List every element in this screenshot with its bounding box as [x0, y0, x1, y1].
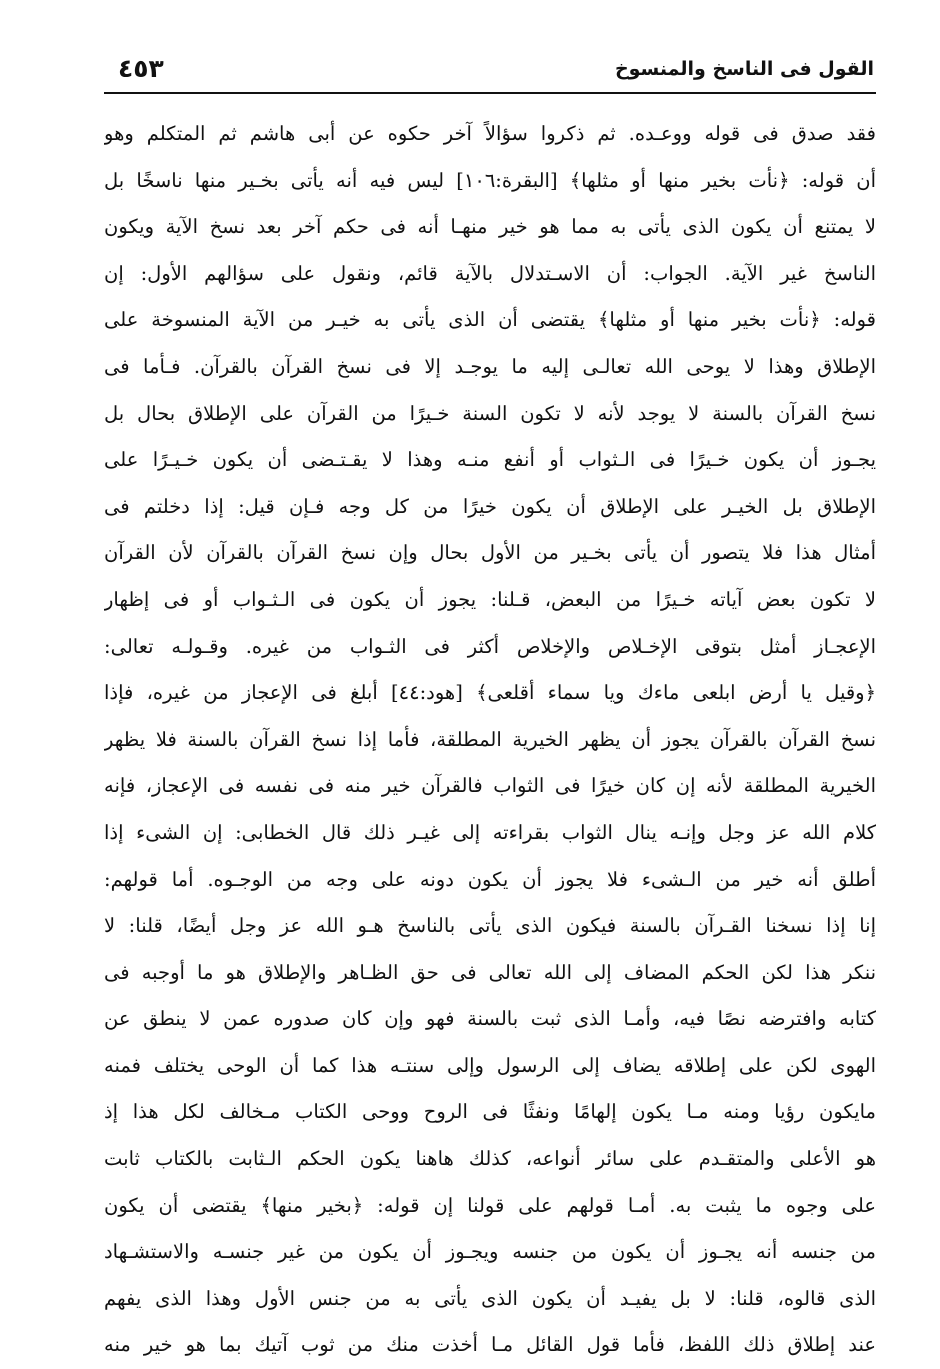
text-line: كتابه وافترضه نصًا فيه، وأمـا الذى ثبت بالسنة فهو وإن كان صدوره عمن لا ينطق عن [104, 1007, 876, 1031]
text-line: أن قوله: ﴿نأت بخير منها أو مثلها﴾ [البقرة:١٠٦] ليس فيه أنه يأتى بخـير منها ناسخًا بل [104, 168, 876, 192]
text-line: إنا إذا نسخنا القـرآن بالسنة فيكون الذى يأتى بالناسخ هـو الله عز وجل أيضًا، قلنا: لا [104, 914, 876, 938]
text-line: الذى قالوه، قلنا: لا بل يفيـد أن يكون الذى يأتى به من جنس الأول وهذا الذى يفهم [104, 1286, 876, 1310]
text-line: الناسخ غير الآية. الجواب: أن الاسـتدلال بالآية قائم، ونقول على سؤالهم الأول: إن [104, 261, 876, 285]
text-line: أمثال هذا فلا يتصور أن يأتى بخـير من الأول بحال وإن نسخ القرآن بالقرآن لأن القرآن [104, 541, 876, 565]
text-line: الهوى لكن على إطلاقه يضاف إلى الرسول وإلى سنتـه هذا كما أن الوحى يختلف فمنه [104, 1053, 876, 1077]
text-line: الإطلاق بل الخيـر على الإطلاق أن يكون خيرًا من كل وجه فـإن قيل: إذا دخلتم فى [104, 494, 876, 518]
text-line: الخيرية المطلقة لأنه إن كان خيرًا فى الثواب فالقرآن خير منه فى نفسه فى الإعجاز، فإنه [104, 774, 876, 798]
book-page [104, 48, 876, 1357]
text-line: لا يمتنع أن يكون الذى يأتى به مما هو خير منهـا أنه فى حكم آخر بعد نسخ الآية ويكون [104, 215, 876, 239]
text-line: يجـوز أن يكون خـيرًا فى الـثواب أو أنفع منـه وهذا لا يقـتـضى أن يكون خـيـرًا على [104, 448, 876, 472]
text-line: ﴿وقيل يا أرض ابلعى ماءك ويا سماء أقلعى﴾ [هود:٤٤] أبلغ فى الإعجاز من غيره، فإذا [104, 681, 876, 705]
page-number: ٤٥٣ [118, 54, 164, 83]
text-line: نسخ القرآن بالقرآن يجوز أن يظهر الخيرية المطلقة، فأما إذا نسخ القرآن بالسنة فلا يظهر [104, 727, 876, 751]
body-text [104, 111, 876, 1369]
text-line: الإعجـاز أمثل بتوقى الإخـلاص والإخلاص أكثر فى الثـواب من غيره. وقـولـه تعالى: [104, 634, 876, 658]
header-divider [104, 92, 876, 94]
text-line: من جنسه أنه يجـوز أن يكون من جنسه ويجـوز أن يكون من غير جنسـه والاستشـهاد [104, 1240, 876, 1264]
text-line: قوله: ﴿نأت بخير منها أو مثلها﴾ يقتضى أن الذى يأتى به خيـر من الآية المنسوخة على [104, 308, 876, 332]
running-title: القول فى الناسخ والمنسوخ [614, 58, 874, 80]
text-line: فقد صدق فى قوله ووعـده. ثم ذكروا سؤالاً آخر حكوه عن أبى هاشم ثم المتكلم وهو [104, 122, 876, 145]
text-line: كلام الله عز وجل وإنـه ينال الثواب بقراءته إلى غيـر ذلك قال الخطابى: إن الشىء إذا [104, 820, 876, 844]
text-line: هو الأعلى والمتقـدم على سائر أنواعه، كذلك هاهنا يكون الحكم الـثابت بالكتاب ثابت [104, 1147, 876, 1171]
text-line: نسخ القرآن بالسنة لا يوجد لأنه لا تكون السنة خـيرًا من القرآن على الإطلاق بحال بل [104, 401, 876, 425]
text-line: على وجوه ما يثبت به. أمـا قولهم على قولنا إن قوله: ﴿بخير منها﴾ يقتضى أن يكون [104, 1193, 876, 1217]
text-line: أطلق أنه خير من الـشىء فلا يجوز أن يكون دونه على وجه من الوجـوه. أما قولهم: [104, 867, 876, 891]
page-header [104, 48, 876, 96]
text-line: لا تكون بعض آياته خـيرًا من البعض، قـلنا: يجوز أن يكون فى الـثـواب أو فى إظهار [104, 587, 876, 611]
text-line: ننكر هذا لكن الحكم المضاف إلى الله تعالى فى حق الظـاهر والإطلاق هو ما أوجبه فى [104, 960, 876, 984]
text-line: الإطلاق وهذا لا يوحى الله تعالـى إليه ما يوجـد إلا فى نسخ القرآن بالقرآن. فـأما فى [104, 354, 876, 378]
text-line: مايكون رؤيا ومنه مـا يكون إلهامًا ونفثًا فى الروح ووحى الكتاب مـخالف لكل هذا إذ [104, 1100, 876, 1124]
text-line: عند إطلاق ذلك اللفظ، فأما قول القائل مـا أخذت منك من ثوب آتيك بما هو خير منه [104, 1333, 876, 1357]
